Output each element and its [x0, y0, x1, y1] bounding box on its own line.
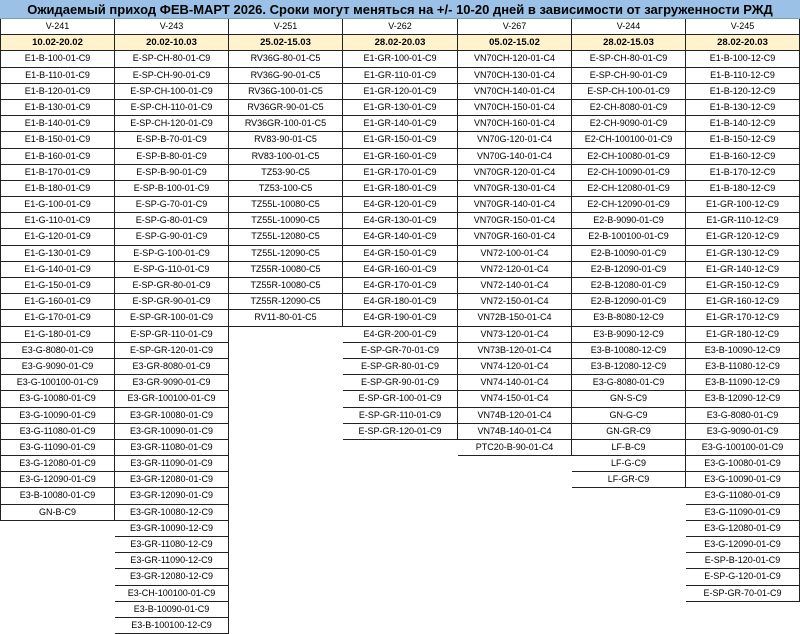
product-code-cell: TZ53-90-C5 [229, 165, 343, 181]
product-code-cell: E3-B-11080-12-C9 [686, 359, 800, 375]
product-code-cell: E-SP-GR-110-01-C9 [115, 327, 229, 343]
product-code-cell: E-SP-GR-70-01-C9 [686, 586, 800, 602]
column-header: V-262 [343, 19, 458, 35]
product-code-cell: E1-GR-150-12-C9 [686, 278, 800, 294]
product-code-cell: E-SP-B-100-01-C9 [115, 181, 229, 197]
product-code-cell: E1-B-170-01-C9 [0, 165, 115, 181]
product-code-cell: LF-G-C9 [572, 456, 686, 472]
product-code-cell: RV83-100-01-C5 [229, 149, 343, 165]
product-code-cell: E3-G-12090-01-C9 [0, 472, 115, 488]
product-code-cell: E2-CH-10080-01-C9 [572, 149, 686, 165]
product-code-cell: E1-B-170-12-C9 [686, 165, 800, 181]
product-code-cell: RV36G-100-01-C5 [229, 84, 343, 100]
product-code-cell: E4-GR-150-01-C9 [343, 246, 458, 262]
product-code-cell: E3-G-11080-01-C9 [0, 424, 115, 440]
product-code-cell: E3-B-11090-12-C9 [686, 375, 800, 391]
product-code-cell: E3-G-11090-01-C9 [0, 440, 115, 456]
product-code-cell: E-SP-B-80-01-C9 [115, 149, 229, 165]
product-code-cell: E3-GR-10090-01-C9 [115, 424, 229, 440]
product-code-cell: TZ55R-12090-C5 [229, 294, 343, 310]
product-code-cell: VN70CH-150-01-C4 [458, 100, 572, 116]
product-code-cell: E-SP-CH-80-01-C9 [115, 51, 229, 67]
product-code-cell: E3-GR-10080-12-C9 [115, 505, 229, 521]
product-code-cell: TZ55R-10080-C5 [229, 262, 343, 278]
product-code-cell: E1-GR-110-12-C9 [686, 213, 800, 229]
product-code-cell: E2-B-10090-01-C9 [572, 246, 686, 262]
product-code-cell: TZ55L-10080-C5 [229, 197, 343, 213]
product-code-cell: E-SP-G-80-01-C9 [115, 213, 229, 229]
product-code-cell: E1-GR-120-01-C9 [343, 84, 458, 100]
product-code-cell: E3-GR-9090-01-C9 [115, 375, 229, 391]
product-code-cell: E3-G-9090-01-C9 [0, 359, 115, 375]
column-header: V-244 [572, 19, 686, 35]
product-code-cell: E2-B-9090-01-C9 [572, 213, 686, 229]
product-code-cell: E3-B-100100-12-C9 [115, 618, 229, 634]
product-code-cell: VN74B-140-01-C4 [458, 424, 572, 440]
product-code-cell: E3-G-12090-01-C9 [686, 537, 800, 553]
product-code-cell: E1-GR-140-01-C9 [343, 116, 458, 132]
product-code-cell: VN70GR-150-01-C4 [458, 213, 572, 229]
product-code-cell: TZ55L-12080-C5 [229, 229, 343, 245]
product-code-cell: E1-B-140-01-C9 [0, 116, 115, 132]
product-code-cell: E3-G-11080-01-C9 [686, 488, 800, 504]
product-code-cell: E2-B-12080-01-C9 [572, 278, 686, 294]
product-code-cell: E-SP-CH-120-01-C9 [115, 116, 229, 132]
product-code-cell: E3-G-10090-01-C9 [686, 472, 800, 488]
product-code-cell: E1-B-150-12-C9 [686, 132, 800, 148]
column-date-range: 25.02-15.03 [229, 35, 343, 51]
product-code-cell: E-SP-GR-100-01-C9 [115, 310, 229, 326]
product-code-cell: E-SP-G-90-01-C9 [115, 229, 229, 245]
product-code-cell: E3-GR-12080-01-C9 [115, 472, 229, 488]
product-code-cell: E2-CH-12090-01-C9 [572, 197, 686, 213]
product-code-cell: E-SP-G-70-01-C9 [115, 197, 229, 213]
product-code-cell: RV36GR-90-01-C5 [229, 100, 343, 116]
product-code-cell: E1-B-140-12-C9 [686, 116, 800, 132]
product-code-cell: TZ55R-10080-C5 [229, 278, 343, 294]
column-date-range: 05.02-15.02 [458, 35, 572, 51]
product-code-cell: E1-G-160-01-C9 [0, 294, 115, 310]
product-code-cell: E1-G-110-01-C9 [0, 213, 115, 229]
product-code-cell: E3-G-12080-01-C9 [686, 521, 800, 537]
product-code-cell: E1-G-180-01-C9 [0, 327, 115, 343]
product-code-cell: E3-B-10080-12-C9 [572, 343, 686, 359]
column-header: V-251 [229, 19, 343, 35]
product-code-cell: VN70GR-130-01-C4 [458, 181, 572, 197]
product-code-cell: E1-B-110-12-C9 [686, 68, 800, 84]
product-code-cell: E1-G-150-01-C9 [0, 278, 115, 294]
product-code-cell: E1-G-170-01-C9 [0, 310, 115, 326]
product-code-cell: E3-G-8080-01-C9 [572, 375, 686, 391]
product-code-cell: E1-GR-140-12-C9 [686, 262, 800, 278]
product-code-cell: E-SP-GR-120-01-C9 [115, 343, 229, 359]
product-code-cell: VN70G-140-01-C4 [458, 149, 572, 165]
product-code-cell: E1-B-160-12-C9 [686, 149, 800, 165]
product-code-cell: E3-B-10090-01-C9 [115, 602, 229, 618]
product-code-cell: E3-G-8080-01-C9 [0, 343, 115, 359]
product-code-cell: E-SP-GR-90-01-C9 [115, 294, 229, 310]
product-code-cell: E2-CH-100100-01-C9 [572, 132, 686, 148]
product-code-cell: E3-GR-10090-12-C9 [115, 521, 229, 537]
product-code-cell: E3-GR-11090-12-C9 [115, 553, 229, 569]
product-code-cell: VN72-120-01-C4 [458, 262, 572, 278]
product-code-cell: E3-G-100100-01-C9 [686, 440, 800, 456]
product-code-cell: GN-S-C9 [572, 391, 686, 407]
product-code-cell: E1-GR-100-12-C9 [686, 197, 800, 213]
product-code-cell: E3-GR-11080-12-C9 [115, 537, 229, 553]
product-code-cell: E-SP-G-100-01-C9 [115, 246, 229, 262]
product-code-cell: E-SP-GR-90-01-C9 [343, 375, 458, 391]
product-code-cell: E-SP-GR-80-01-C9 [343, 359, 458, 375]
product-code-cell: E1-B-160-01-C9 [0, 149, 115, 165]
product-code-cell: E1-B-130-12-C9 [686, 100, 800, 116]
product-code-cell: RV36G-90-01-C5 [229, 68, 343, 84]
product-code-cell: E1-GR-180-12-C9 [686, 327, 800, 343]
product-code-cell: VN74B-120-01-C4 [458, 408, 572, 424]
product-code-cell: E3-G-100100-01-C9 [0, 375, 115, 391]
product-code-cell: VN70GR-120-01-C4 [458, 165, 572, 181]
column-date-range: 28.02-20.03 [343, 35, 458, 51]
product-code-cell: E2-CH-12080-01-C9 [572, 181, 686, 197]
product-code-cell: VN74-140-01-C4 [458, 375, 572, 391]
product-code-cell: E-SP-B-90-01-C9 [115, 165, 229, 181]
product-code-cell: E1-G-100-01-C9 [0, 197, 115, 213]
product-code-cell: E-SP-GR-120-01-C9 [343, 424, 458, 440]
product-code-cell: E-SP-CH-80-01-C9 [572, 51, 686, 67]
product-code-cell: E-SP-G-120-01-C9 [686, 569, 800, 585]
product-code-cell: VN70CH-160-01-C4 [458, 116, 572, 132]
product-code-cell: VN74-150-01-C4 [458, 391, 572, 407]
product-code-cell: E2-CH-8080-01-C9 [572, 100, 686, 116]
product-code-cell: E1-G-120-01-C9 [0, 229, 115, 245]
product-code-cell: E-SP-CH-100-01-C9 [572, 84, 686, 100]
product-code-cell: E1-GR-120-12-C9 [686, 229, 800, 245]
product-code-cell: E4-GR-140-01-C9 [343, 229, 458, 245]
product-code-cell: VN73-120-01-C4 [458, 327, 572, 343]
product-code-cell: VN70GR-140-01-C4 [458, 197, 572, 213]
product-code-cell: E-SP-GR-70-01-C9 [343, 343, 458, 359]
product-code-cell: E3-G-11090-01-C9 [686, 505, 800, 521]
product-code-cell: E3-B-8080-12-C9 [572, 310, 686, 326]
product-code-cell: LF-B-C9 [572, 440, 686, 456]
product-code-cell: E2-B-12090-01-C9 [572, 262, 686, 278]
column-date-range: 20.02-10.03 [115, 35, 229, 51]
product-code-cell: E3-GR-12090-01-C9 [115, 488, 229, 504]
product-code-cell: VN70CH-140-01-C4 [458, 84, 572, 100]
product-code-cell: VN70CH-130-01-C4 [458, 68, 572, 84]
product-code-cell: VN72B-150-01-C4 [458, 310, 572, 326]
product-code-cell: E-SP-B-70-01-C9 [115, 132, 229, 148]
product-code-cell: RV11-80-01-C5 [229, 310, 343, 326]
product-code-cell: E2-B-100100-01-C9 [572, 229, 686, 245]
product-code-cell: E1-B-100-12-C9 [686, 51, 800, 67]
product-code-cell: E1-GR-180-01-C9 [343, 181, 458, 197]
product-code-cell: E4-GR-170-01-C9 [343, 278, 458, 294]
product-code-cell: E4-GR-130-01-C9 [343, 213, 458, 229]
product-code-cell: VN70G-120-01-C4 [458, 132, 572, 148]
product-code-cell: E3-G-10080-01-C9 [0, 391, 115, 407]
product-code-cell: E1-GR-110-01-C9 [343, 68, 458, 84]
product-code-cell: E3-CH-100100-01-C9 [115, 586, 229, 602]
product-code-cell: VN70CH-120-01-C4 [458, 51, 572, 67]
product-code-cell: E3-B-10080-01-C9 [0, 488, 115, 504]
product-code-cell: E-SP-CH-90-01-C9 [572, 68, 686, 84]
product-code-cell: E-SP-CH-100-01-C9 [115, 84, 229, 100]
column-v244 [572, 19, 686, 488]
product-code-cell: VN72-150-01-C4 [458, 294, 572, 310]
page-title: Ожидаемый приход ФЕВ-МАРТ 2026. Сроки могут меняться на +/- 10-20 дней в зависимости от загруженности РЖД [0, 0, 800, 19]
product-code-cell: VN74-120-01-C4 [458, 359, 572, 375]
column-v245 [686, 19, 800, 602]
product-code-cell: E4-GR-190-01-C9 [343, 310, 458, 326]
product-code-cell: E1-GR-160-01-C9 [343, 149, 458, 165]
product-code-cell: E1-B-110-01-C9 [0, 68, 115, 84]
product-code-cell: GN-B-C9 [0, 505, 115, 521]
product-code-cell: E3-G-12080-01-C9 [0, 456, 115, 472]
product-code-cell: E1-GR-130-01-C9 [343, 100, 458, 116]
product-code-cell: E3-GR-11080-01-C9 [115, 440, 229, 456]
column-header: V-241 [0, 19, 115, 35]
product-code-cell: PTC20-B-90-01-C4 [458, 440, 572, 456]
product-code-cell: TZ53-100-C5 [229, 181, 343, 197]
product-code-cell: E-SP-G-110-01-C9 [115, 262, 229, 278]
product-code-cell: GN-G-C9 [572, 408, 686, 424]
product-code-cell: E-SP-GR-100-01-C9 [343, 391, 458, 407]
column-v243 [115, 19, 229, 634]
product-code-cell: E3-B-9090-12-C9 [572, 327, 686, 343]
product-code-cell: E3-GR-10080-01-C9 [115, 408, 229, 424]
arrivals-table [0, 19, 800, 634]
product-code-cell: E3-GR-12080-12-C9 [115, 569, 229, 585]
product-code-cell: E1-B-180-12-C9 [686, 181, 800, 197]
product-code-cell: E3-G-9090-01-C9 [686, 424, 800, 440]
product-code-cell: E4-GR-180-01-C9 [343, 294, 458, 310]
product-code-cell: E1-B-130-01-C9 [0, 100, 115, 116]
product-code-cell: E2-B-12090-01-C9 [572, 294, 686, 310]
product-code-cell: VN70GR-160-01-C4 [458, 229, 572, 245]
product-code-cell: E3-B-10090-12-C9 [686, 343, 800, 359]
product-code-cell: E1-GR-150-01-C9 [343, 132, 458, 148]
product-code-cell: E3-GR-100100-01-C9 [115, 391, 229, 407]
product-code-cell: E1-GR-160-12-C9 [686, 294, 800, 310]
column-header: V-243 [115, 19, 229, 35]
product-code-cell: TZ55L-12090-C5 [229, 246, 343, 262]
product-code-cell: E1-G-140-01-C9 [0, 262, 115, 278]
product-code-cell: E1-GR-100-01-C9 [343, 51, 458, 67]
column-header: V-245 [686, 19, 800, 35]
product-code-cell: E1-GR-170-01-C9 [343, 165, 458, 181]
product-code-cell: LF-GR-C9 [572, 472, 686, 488]
product-code-cell: VN72-140-01-C4 [458, 278, 572, 294]
product-code-cell: TZ55L-10090-C5 [229, 213, 343, 229]
column-date-range: 10.02-20.02 [0, 35, 115, 51]
column-v241 [0, 19, 115, 521]
product-code-cell: E-SP-GR-80-01-C9 [115, 278, 229, 294]
product-code-cell: E-SP-CH-90-01-C9 [115, 68, 229, 84]
column-v262 [343, 19, 458, 440]
product-code-cell: RV36GR-100-01-C5 [229, 116, 343, 132]
product-code-cell: E2-CH-10090-01-C9 [572, 165, 686, 181]
column-v251 [229, 19, 343, 327]
product-code-cell: E4-GR-120-01-C9 [343, 197, 458, 213]
product-code-cell: RV83-90-01-C5 [229, 132, 343, 148]
product-code-cell: E2-CH-9090-01-C9 [572, 116, 686, 132]
product-code-cell: E1-B-150-01-C9 [0, 132, 115, 148]
product-code-cell: E1-B-120-01-C9 [0, 84, 115, 100]
product-code-cell: GN-GR-C9 [572, 424, 686, 440]
product-code-cell: E3-GR-8080-01-C9 [115, 359, 229, 375]
product-code-cell: E1-G-130-01-C9 [0, 246, 115, 262]
column-date-range: 28.02-20.03 [686, 35, 800, 51]
product-code-cell: E-SP-B-120-01-C9 [686, 553, 800, 569]
product-code-cell: E3-G-8080-01-C9 [686, 408, 800, 424]
product-code-cell: E4-GR-160-01-C9 [343, 262, 458, 278]
product-code-cell: E1-GR-170-12-C9 [686, 310, 800, 326]
product-code-cell: E-SP-GR-110-01-C9 [343, 408, 458, 424]
product-code-cell: E-SP-CH-110-01-C9 [115, 100, 229, 116]
product-code-cell: E4-GR-200-01-C9 [343, 327, 458, 343]
product-code-cell: E3-B-12090-12-C9 [686, 391, 800, 407]
product-code-cell: E1-GR-130-12-C9 [686, 246, 800, 262]
column-header: V-267 [458, 19, 572, 35]
product-code-cell: RV36G-80-01-C5 [229, 51, 343, 67]
product-code-cell: E3-G-10090-01-C9 [0, 408, 115, 424]
product-code-cell: VN72-100-01-C4 [458, 246, 572, 262]
product-code-cell: E1-B-120-12-C9 [686, 84, 800, 100]
column-date-range: 28.02-15.03 [572, 35, 686, 51]
product-code-cell: E1-B-100-01-C9 [0, 51, 115, 67]
product-code-cell: E3-G-10080-01-C9 [686, 456, 800, 472]
product-code-cell: E1-B-180-01-C9 [0, 181, 115, 197]
column-v267 [458, 19, 572, 456]
product-code-cell: E3-B-12080-12-C9 [572, 359, 686, 375]
product-code-cell: VN73B-120-01-C4 [458, 343, 572, 359]
product-code-cell: E3-GR-11090-01-C9 [115, 456, 229, 472]
